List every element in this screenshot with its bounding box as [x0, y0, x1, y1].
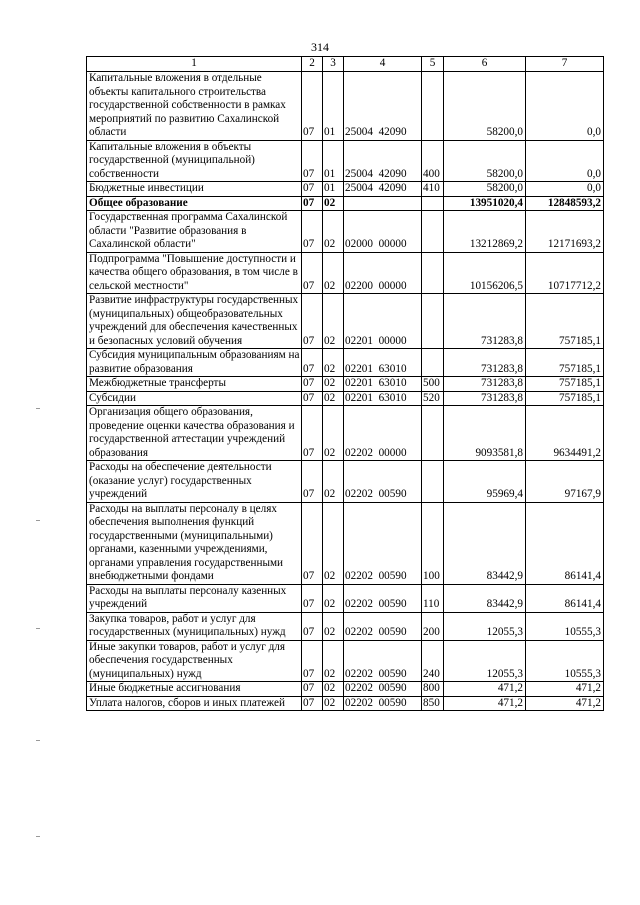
- expense-type-code: 850: [422, 696, 444, 711]
- table-row: [87, 349, 604, 377]
- row-name: Иные закупки товаров, работ и услуг для обеспечения государственных (муниципальных) нужд: [87, 640, 302, 682]
- target-article-part-2: 00590: [378, 667, 407, 680]
- target-article-part-2: 63010: [378, 391, 407, 404]
- amount-year-1: 13212869,2: [444, 211, 526, 253]
- expense-type-code: 240: [422, 640, 444, 682]
- subsection-code: 02: [323, 391, 344, 406]
- subsection-code: 02: [323, 294, 344, 349]
- target-article-part-2: 00590: [378, 488, 407, 500]
- target-article-code: [344, 502, 422, 584]
- amount-year-2: 86141,4: [526, 502, 604, 584]
- expense-type-code: 800: [422, 682, 444, 697]
- amount-year-2: 86141,4: [526, 584, 604, 612]
- expense-type-code: [422, 211, 444, 253]
- section-code: 07: [302, 294, 323, 349]
- section-code: 07: [302, 377, 323, 392]
- amount-year-1: 58200,0: [444, 140, 526, 182]
- table-row: [87, 391, 604, 406]
- target-article-part-1: 02201: [345, 334, 373, 347]
- target-article-code: [344, 294, 422, 349]
- header-cell: 5: [422, 57, 444, 72]
- subsection-code: 02: [323, 252, 344, 294]
- expense-type-code: 500: [422, 377, 444, 392]
- target-article-part-2: 42090: [378, 167, 407, 180]
- amount-year-1: 9093581,8: [444, 406, 526, 461]
- target-article-part-2: 00590: [378, 696, 407, 709]
- subsection-code: 02: [323, 349, 344, 377]
- target-article-part-2: 42090: [378, 126, 407, 138]
- row-name: Развитие инфраструктуры государственных (муниципальных) общеобразовательных учреждений для обеспечения качественных и безопасных условий обучения: [87, 294, 302, 349]
- amount-year-1: 731283,8: [444, 377, 526, 392]
- row-name: Закупка товаров, работ и услуг для государственных (муниципальных) нужд: [87, 612, 302, 640]
- header-row: [87, 57, 604, 72]
- section-code: 07: [302, 406, 323, 461]
- amount-year-2: 471,2: [526, 682, 604, 697]
- budget-table: [86, 56, 604, 711]
- amount-year-2: 10555,3: [526, 612, 604, 640]
- amount-year-2: 10717712,2: [526, 252, 604, 294]
- scan-mark: [36, 520, 40, 521]
- target-article-part-2: 00000: [378, 334, 407, 347]
- table-row: [87, 612, 604, 640]
- row-name: Подпрограмма "Повышение доступности и качества общего образования, в том числе в сельской местности": [87, 252, 302, 294]
- table-row: [87, 211, 604, 253]
- section-code: 07: [302, 461, 323, 503]
- target-article-code: [344, 682, 422, 697]
- row-name: Расходы на обеспечение деятельности (оказание услуг) государственных учреждений: [87, 461, 302, 503]
- amount-year-1: 58200,0: [444, 182, 526, 197]
- row-name: Субсидии: [87, 391, 302, 406]
- subsection-code: 02: [323, 211, 344, 253]
- target-article-part-1: 02202: [345, 488, 373, 500]
- subsection-code: 02: [323, 682, 344, 697]
- amount-year-1: 83442,9: [444, 584, 526, 612]
- target-article-code: [344, 72, 422, 141]
- amount-year-1: 12055,3: [444, 640, 526, 682]
- amount-year-2: 12848593,2: [526, 196, 604, 211]
- table-row: [87, 406, 604, 461]
- row-name: Расходы на выплаты персоналу в целях обеспечения выполнения функций государственными (муниципальными) органами, казенными учреждениями, органами управления государственными внебюджетными фондами: [87, 502, 302, 584]
- target-article-part-1: 02202: [345, 626, 373, 638]
- target-article-code: [344, 696, 422, 711]
- expense-type-code: [422, 196, 444, 211]
- section-code: 07: [302, 140, 323, 182]
- target-article-code: [344, 461, 422, 503]
- expense-type-code: [422, 72, 444, 141]
- table-row: [87, 502, 604, 584]
- expense-type-code: 200: [422, 612, 444, 640]
- amount-year-2: 0,0: [526, 72, 604, 141]
- section-code: 07: [302, 682, 323, 697]
- target-article-part-1: 02201: [345, 362, 373, 375]
- section-code: 07: [302, 349, 323, 377]
- table-row: [87, 252, 604, 294]
- expense-type-code: [422, 461, 444, 503]
- amount-year-1: 10156206,5: [444, 252, 526, 294]
- header-cell: 3: [323, 57, 344, 72]
- row-name: Иные бюджетные ассигнования: [87, 682, 302, 697]
- scan-mark: [36, 836, 40, 837]
- amount-year-1: 58200,0: [444, 72, 526, 141]
- amount-year-1: 471,2: [444, 696, 526, 711]
- target-article-code: [344, 140, 422, 182]
- header-cell: 1: [87, 57, 302, 72]
- header-cell: 4: [344, 57, 422, 72]
- row-name: Расходы на выплаты персоналу казенных учреждений: [87, 584, 302, 612]
- amount-year-2: 0,0: [526, 140, 604, 182]
- amount-year-2: 757185,1: [526, 377, 604, 392]
- header-cell: 7: [526, 57, 604, 72]
- table-row: [87, 377, 604, 392]
- expense-type-code: 110: [422, 584, 444, 612]
- row-name: Уплата налогов, сборов и иных платежей: [87, 696, 302, 711]
- table-row: [87, 461, 604, 503]
- table-row: [87, 294, 604, 349]
- row-name: Общее образование: [87, 196, 302, 211]
- amount-year-2: 757185,1: [526, 391, 604, 406]
- target-article-part-1: 25004: [345, 167, 373, 180]
- target-article-code: [344, 391, 422, 406]
- target-article-part-1: 25004: [345, 182, 373, 194]
- target-article-part-2: 00590: [378, 570, 407, 582]
- target-article-code: [344, 377, 422, 392]
- amount-year-1: 13951020,4: [444, 196, 526, 211]
- target-article-code: [344, 640, 422, 682]
- target-article-part-1: 02202: [345, 682, 373, 694]
- target-article-part-2: 00590: [378, 598, 407, 610]
- scan-mark: [36, 628, 40, 629]
- subsection-code: 02: [323, 377, 344, 392]
- section-code: 07: [302, 211, 323, 253]
- subsection-code: 02: [323, 696, 344, 711]
- target-article-part-2: 00590: [378, 626, 407, 638]
- table-row: [87, 72, 604, 141]
- target-article-code: [344, 612, 422, 640]
- target-article-part-1: 02000: [345, 238, 373, 250]
- expense-type-code: 410: [422, 182, 444, 197]
- amount-year-2: 10555,3: [526, 640, 604, 682]
- subsection-code: 02: [323, 584, 344, 612]
- amount-year-2: 757185,1: [526, 294, 604, 349]
- target-article-part-1: 02201: [345, 377, 373, 389]
- target-article-part-1: 25004: [345, 126, 373, 138]
- subsection-code: 02: [323, 461, 344, 503]
- target-article-part-2: 00000: [378, 238, 407, 250]
- row-name: Субсидия муниципальным образованиям на развитие образования: [87, 349, 302, 377]
- target-article-code: [344, 196, 422, 211]
- subsection-code: 02: [323, 196, 344, 211]
- expense-type-code: [422, 294, 444, 349]
- subsection-code: 02: [323, 640, 344, 682]
- amount-year-1: 95969,4: [444, 461, 526, 503]
- target-article-code: [344, 584, 422, 612]
- section-code: 07: [302, 584, 323, 612]
- table-row: [87, 196, 604, 211]
- amount-year-2: 97167,9: [526, 461, 604, 503]
- subsection-code: 02: [323, 612, 344, 640]
- target-article-part-2: 00590: [378, 682, 407, 694]
- target-article-part-1: 02202: [345, 570, 373, 582]
- section-code: 07: [302, 196, 323, 211]
- target-article-part-1: 02200: [345, 279, 373, 292]
- target-article-code: [344, 252, 422, 294]
- row-name: Бюджетные инвестиции: [87, 182, 302, 197]
- expense-type-code: [422, 349, 444, 377]
- target-article-part-2: 00000: [378, 279, 407, 292]
- amount-year-1: 731283,8: [444, 349, 526, 377]
- amount-year-2: 471,2: [526, 696, 604, 711]
- row-name: Организация общего образования, проведение оценки качества образования и государственной аттестации учреждений образования: [87, 406, 302, 461]
- row-name: Капитальные вложения в объекты государственной (муниципальной) собственности: [87, 140, 302, 182]
- amount-year-2: 757185,1: [526, 349, 604, 377]
- table-row: [87, 696, 604, 711]
- target-article-code: [344, 406, 422, 461]
- section-code: 07: [302, 640, 323, 682]
- section-code: 07: [302, 612, 323, 640]
- target-article-part-1: 02202: [345, 446, 373, 459]
- table-row: [87, 640, 604, 682]
- target-article-code: [344, 349, 422, 377]
- amount-year-2: 9634491,2: [526, 406, 604, 461]
- table-row: [87, 682, 604, 697]
- section-code: 07: [302, 391, 323, 406]
- amount-year-1: 83442,9: [444, 502, 526, 584]
- section-code: 07: [302, 252, 323, 294]
- row-name: Капитальные вложения в отдельные объекты капитального строительства государственной собственности в рамках мероприятий по развитию Сахалинской области: [87, 72, 302, 141]
- expense-type-code: 100: [422, 502, 444, 584]
- amount-year-1: 471,2: [444, 682, 526, 697]
- amount-year-1: 731283,8: [444, 294, 526, 349]
- subsection-code: 02: [323, 502, 344, 584]
- section-code: 07: [302, 72, 323, 141]
- scan-mark: [36, 408, 40, 409]
- target-article-part-1: 02202: [345, 598, 373, 610]
- row-name: Межбюджетные трансферты: [87, 377, 302, 392]
- expense-type-code: [422, 406, 444, 461]
- target-article-part-1: 02202: [345, 696, 373, 709]
- scan-mark: [36, 740, 40, 741]
- row-name: Государственная программа Сахалинской области "Развитие образования в Сахалинской области": [87, 211, 302, 253]
- target-article-part-2: 63010: [378, 377, 407, 389]
- table-row: [87, 182, 604, 197]
- expense-type-code: 400: [422, 140, 444, 182]
- target-article-part-2: 63010: [378, 362, 407, 375]
- expense-type-code: 520: [422, 391, 444, 406]
- amount-year-2: 12171693,2: [526, 211, 604, 253]
- subsection-code: 01: [323, 182, 344, 197]
- section-code: 07: [302, 502, 323, 584]
- target-article-part-1: 02201: [345, 391, 373, 404]
- header-cell: 6: [444, 57, 526, 72]
- section-code: 07: [302, 696, 323, 711]
- section-code: 07: [302, 182, 323, 197]
- table-row: [87, 584, 604, 612]
- expense-type-code: [422, 252, 444, 294]
- amount-year-1: 731283,8: [444, 391, 526, 406]
- header-cell: 2: [302, 57, 323, 72]
- amount-year-2: 0,0: [526, 182, 604, 197]
- target-article-part-2: 42090: [378, 182, 407, 194]
- page-number: 314: [311, 40, 329, 54]
- target-article-code: [344, 182, 422, 197]
- subsection-code: 01: [323, 72, 344, 141]
- target-article-part-2: 00000: [378, 446, 407, 459]
- table-row: [87, 140, 604, 182]
- target-article-code: [344, 211, 422, 253]
- amount-year-1: 12055,3: [444, 612, 526, 640]
- target-article-part-1: 02202: [345, 667, 373, 680]
- subsection-code: 01: [323, 140, 344, 182]
- subsection-code: 02: [323, 406, 344, 461]
